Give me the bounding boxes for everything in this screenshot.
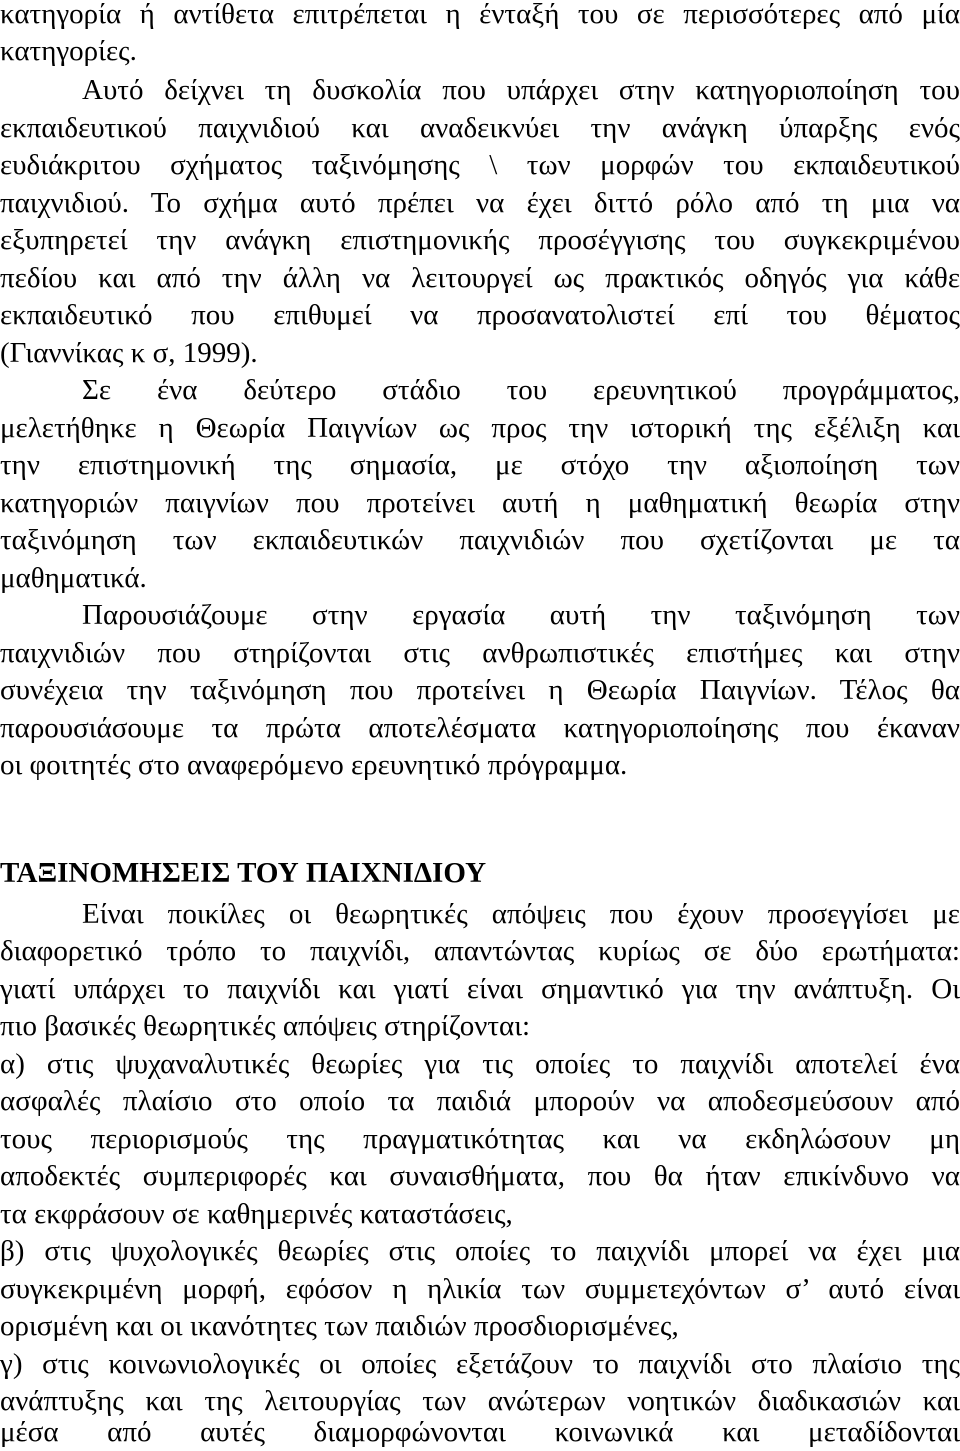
text-line: Παρουσιάζουμε στην εργασία αυτή την ταξινόμηση των [82,599,960,631]
text-line: οι φοιτητές στο αναφερόμενο ερευνητικό πρόγραμμα. [0,749,628,781]
text-line: εκπαιδευτικό που επιθυμεί να προσανατολιστεί επί του θέματος [0,299,960,331]
text-line: εξυπηρετεί την ανάγκη επιστημονικής προσέγγισης του συγκεκριμένου [0,224,960,256]
text-line: ανάπτυξης και της λειτουργίας των ανώτερων νοητικών διαδικασιών και [0,1385,960,1417]
text-line: μέσα από αυτές διαμορφώνονται κοινωνικά και μεταδίδονται [0,1416,960,1448]
text-line: γιατί υπάρχει το παιχνίδι και γιατί είναι σημαντικό για την ανάπτυξη. Οι [0,973,960,1005]
text-line: πιο βασικές θεωρητικές απόψεις στηρίζονται: [0,1010,531,1042]
list-item-c-line: γ) στις κοινωνιολογικές οι οποίες εξετάζουν το παιχνίδι στο πλαίσιο της [0,1348,960,1380]
text-line: τους περιορισμούς της πραγματικότητας και να εκδηλώσουν μη [0,1123,960,1155]
text-line: την επιστημονική της σημασία, με στόχο την αξιοποίηση των [0,449,960,481]
text-line: συνέχεια την ταξινόμηση που προτείνει η Θεωρία Παιγνίων. Τέλος θα [0,674,960,706]
text-line: αποδεκτές συμπεριφορές και συναισθήματα, που θα ήταν επικίνδυνο να [0,1160,960,1192]
text-line: παρουσιάσουμε τα πρώτα αποτελέσματα κατηγοριοποίησης που έκαναν [0,712,960,744]
text-line: ταξινόμηση των εκπαιδευτικών παιχνιδιών που σχετίζονται με τα [0,524,960,556]
text-line: Σε ένα δεύτερο στάδιο του ερευνητικού προγράμματος, [82,374,960,406]
text-line: μελετήθηκε η Θεωρία Παιγνίων ως προς την ιστορική της εξέλιξη και [0,412,960,444]
text-line: ασφαλές πλαίσιο στο οποίο τα παιδιά μπορούν να αποδεσμεύσουν από [0,1085,960,1117]
list-item-a-line: α) στις ψυχαναλυτικές θεωρίες για τις οποίες το παιχνίδι αποτελεί ένα [0,1048,960,1080]
text-line: κατηγορίες. [0,35,137,67]
text-line: διαφορετικό τρόπο το παιχνίδι, απαντώντας κυρίως σε δύο ερωτήματα: [0,935,960,967]
text-line: συγκεκριμένη μορφή, εφόσον η ηλικία των συμμετεχόντων σ’ αυτό είναι [0,1273,960,1305]
text-line: (Γιαννίκας κ σ, 1999). [0,337,258,369]
text-line: μαθηματικά. [0,562,147,594]
text-line: παιχνιδιού. Το σχήμα αυτό πρέπει να έχει διττό ρόλο από τη μια να [0,187,960,219]
text-line: τα εκφράσουν σε καθημερινές καταστάσεις, [0,1198,513,1230]
text-line: πεδίου και από την άλλη να λειτουργεί ως πρακτικός οδηγός για κάθε [0,262,960,294]
text-line: ορισμένη και οι ικανότητες των παιδιών προσδιορισμένες, [0,1310,679,1342]
text-line: ευδιάκριτου σχήματος ταξινόμησης \ των μορφών του εκπαιδευτικού [0,149,960,181]
list-item-b-line: β) στις ψυχολογικές θεωρίες στις οποίες το παιχνίδι μπορεί να έχει μια [0,1235,960,1267]
text-line: εκπαιδευτικού παιχνιδιού και αναδεικνύει την ανάγκη ύπαρξης ενός [0,112,960,144]
text-line: κατηγοριών παιγνίων που προτείνει αυτή η μαθηματική θεωρία στην [0,487,960,519]
text-line: Αυτό δείχνει τη δυσκολία που υπάρχει στην κατηγοριοποίηση του [82,74,960,106]
text-line: παιχνιδιών που στηρίζονται στις ανθρωπιστικές επιστήμες και στην [0,637,960,669]
text-line: κατηγορία ή αντίθετα επιτρέπεται η ένταξή του σε περισσότερες από μία [0,0,960,30]
section-heading: ΤΑΞΙΝΟΜΗΣΕΙΣ ΤΟΥ ΠΑΙΧΝΙΔΙΟΥ [0,857,487,889]
text-line: Είναι ποικίλες οι θεωρητικές απόψεις που έχουν προσεγγίσει με [82,898,960,930]
